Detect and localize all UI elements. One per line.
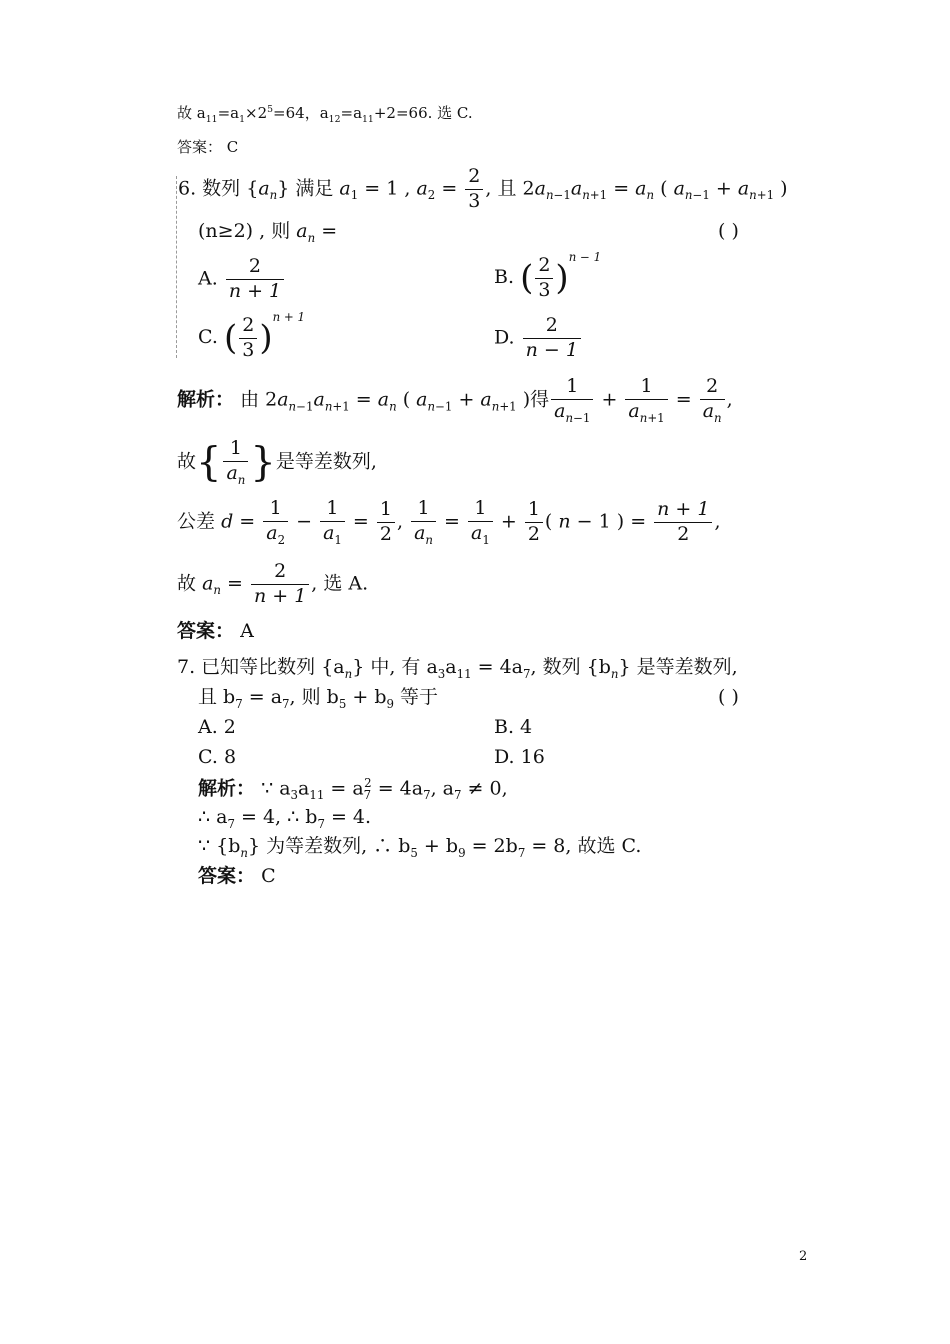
q6-answer: 答案： A <box>177 620 254 642</box>
q6-solution-line3: 公差 d = $\frac{1}{a_2}$ − $\frac{1}{a_1}$ = $\frac{1}{2}$ , $\frac{1}{a_n}$ = $\frac{1}{a_1}$ + $\frac{1}{2}$ ( n − 1 ) = $\frac{n + 1}{2}$ , <box>177 497 721 547</box>
q7-solution-line2: ∴ $a_7 = 4$, ∴ $b_7 = 4$. <box>198 806 372 831</box>
q6-option-a[interactable]: A. $\frac{2}{n + 1}$ <box>198 256 286 303</box>
q7-answer-bracket: ( ) <box>718 686 739 708</box>
q7-option-c[interactable]: C. 8 <box>198 746 237 768</box>
q7-stem-line2: 且 $b_7 = a_7$, 则 $b_5 + b_9$ 等于 <box>198 686 439 711</box>
q6-answer-bracket: ( ) <box>718 220 739 242</box>
q7-option-b[interactable]: B. 4 <box>494 716 533 738</box>
page-number: 2 <box>799 1249 808 1264</box>
q6-option-c[interactable]: C. ( $\frac{2}{3}$ )$^{n + 1}$ <box>198 310 305 361</box>
q7-answer: 答案： C <box>198 865 276 887</box>
prev-solution-line: 故 $a_{11}=a_1\times 2^5=64$，$a_{12}=a_{11}+2=66$. 选 C. <box>177 104 473 125</box>
q6-stem-line2: (n≥2) , 则 $a_n$ = <box>198 220 338 245</box>
q6-option-d[interactable]: D. $\frac{2}{n - 1}$ <box>494 315 583 362</box>
q7-option-d[interactable]: D. 16 <box>494 746 545 768</box>
q6-solution-line4: 故 $a_n$ = $\frac{2}{n + 1}$ , 选 A. <box>177 560 369 607</box>
q7-solution-line3: ∵ $\{b_n\}$ 为等差数列, ∴ $b_5 + b_9 = 2b_7 = 8$, 故选 C. <box>198 835 642 860</box>
q7-option-a[interactable]: A. 2 <box>198 716 236 738</box>
q7-solution-line1: 解析： ∵ $a_3a_{11} = a_7^2 = 4a_7$, $a_7 \ne 0$, <box>198 776 508 803</box>
margin-rule <box>176 176 177 358</box>
prev-answer: 答案： C <box>177 138 239 156</box>
q7-stem-line1: 7. 已知等比数列 $\{a_n\}$ 中, 有 $a_3a_{11} = 4a_7$, 数列 $\{b_n\}$ 是等差数列, <box>177 656 738 681</box>
q6-stem-line1: 6. 数列 $\{a_n\}$ 满足 $a_1 = 1$ , $a_2$ = $\frac{2}{3}$ , 且 $2a_{n-1}a_{n+1} = a_n$ ( $a_{n-1} + a_{n+1}$ ) <box>178 165 788 212</box>
q6-solution-line2: 故{ $\frac{1}{a_n}$ }是等差数列, <box>177 437 377 487</box>
q6-option-b[interactable]: B. ( $\frac{2}{3}$ )$^{n - 1}$ <box>494 250 602 301</box>
q6-solution-line1: 解析： 由 $2a_{n-1}a_{n+1} = a_n$ ( $a_{n-1} + a_{n+1}$ )得 $\frac{1}{a_{n-1}}$ + $\frac{1}{a_{n+1}}$ = $\frac{2}{a_n}$ , <box>177 375 733 425</box>
